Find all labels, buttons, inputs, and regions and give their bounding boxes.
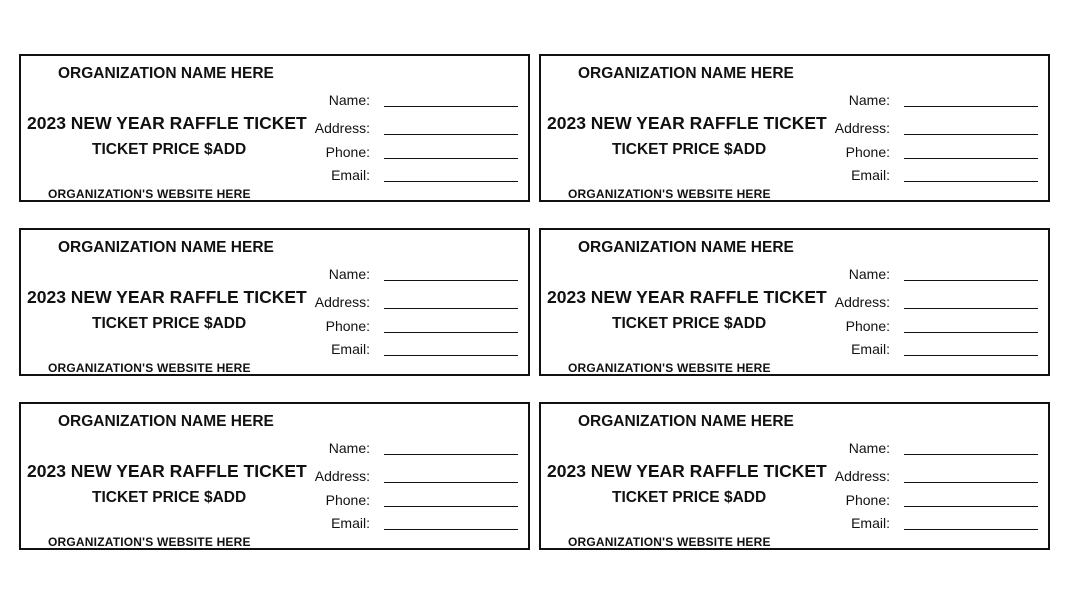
email-field[interactable] <box>904 529 1038 530</box>
email-label: Email: <box>331 515 370 531</box>
address-label: Address: <box>314 294 370 310</box>
phone-field[interactable] <box>384 332 518 333</box>
email-label: Email: <box>331 167 370 183</box>
organization-name: ORGANIZATION NAME HERE <box>58 413 274 430</box>
email-field[interactable] <box>904 181 1038 182</box>
address-label: Address: <box>314 468 370 484</box>
name-field[interactable] <box>384 454 518 455</box>
organization-website: ORGANIZATION'S WEBSITE HERE <box>48 187 251 201</box>
address-field[interactable] <box>904 482 1038 483</box>
ticket-title: 2023 NEW YEAR RAFFLE TICKET <box>547 461 827 481</box>
ticket-title: 2023 NEW YEAR RAFFLE TICKET <box>547 287 827 307</box>
organization-name: ORGANIZATION NAME HERE <box>578 413 794 430</box>
address-field[interactable] <box>384 482 518 483</box>
name-field[interactable] <box>904 280 1038 281</box>
email-label: Email: <box>851 167 890 183</box>
ticket-price: TICKET PRICE $ADD <box>612 315 767 332</box>
name-label: Name: <box>328 440 370 456</box>
ticket-title: 2023 NEW YEAR RAFFLE TICKET <box>27 287 307 307</box>
address-field[interactable] <box>384 308 518 309</box>
ticket-price: TICKET PRICE $ADD <box>92 141 247 158</box>
raffle-ticket <box>539 402 1050 550</box>
name-field[interactable] <box>904 454 1038 455</box>
ticket-price: TICKET PRICE $ADD <box>92 315 247 332</box>
name-field[interactable] <box>904 106 1038 107</box>
email-label: Email: <box>331 341 370 357</box>
phone-field[interactable] <box>384 506 518 507</box>
organization-website: ORGANIZATION'S WEBSITE HERE <box>568 361 771 375</box>
email-field[interactable] <box>384 529 518 530</box>
ticket-price: TICKET PRICE $ADD <box>92 489 247 506</box>
email-field[interactable] <box>384 355 518 356</box>
phone-label: Phone: <box>325 492 370 508</box>
name-label: Name: <box>328 92 370 108</box>
organization-website: ORGANIZATION'S WEBSITE HERE <box>568 187 771 201</box>
raffle-ticket <box>19 54 530 202</box>
name-label: Name: <box>848 266 890 282</box>
phone-field[interactable] <box>904 158 1038 159</box>
raffle-ticket <box>19 402 530 550</box>
address-label: Address: <box>834 120 890 136</box>
address-label: Address: <box>834 468 890 484</box>
address-label: Address: <box>314 120 370 136</box>
ticket-title: 2023 NEW YEAR RAFFLE TICKET <box>27 113 307 133</box>
phone-label: Phone: <box>325 318 370 334</box>
raffle-ticket <box>539 228 1050 376</box>
organization-name: ORGANIZATION NAME HERE <box>578 65 794 82</box>
organization-website: ORGANIZATION'S WEBSITE HERE <box>48 361 251 375</box>
name-label: Name: <box>328 266 370 282</box>
name-field[interactable] <box>384 106 518 107</box>
organization-website: ORGANIZATION'S WEBSITE HERE <box>48 535 251 549</box>
name-label: Name: <box>848 440 890 456</box>
email-label: Email: <box>851 515 890 531</box>
address-field[interactable] <box>904 308 1038 309</box>
ticket-price: TICKET PRICE $ADD <box>612 489 767 506</box>
organization-name: ORGANIZATION NAME HERE <box>58 65 274 82</box>
email-field[interactable] <box>384 181 518 182</box>
phone-field[interactable] <box>384 158 518 159</box>
phone-field[interactable] <box>904 332 1038 333</box>
phone-label: Phone: <box>845 318 890 334</box>
email-field[interactable] <box>904 355 1038 356</box>
ticket-price: TICKET PRICE $ADD <box>612 141 767 158</box>
raffle-ticket <box>19 228 530 376</box>
address-field[interactable] <box>904 134 1038 135</box>
email-label: Email: <box>851 341 890 357</box>
organization-name: ORGANIZATION NAME HERE <box>58 239 274 256</box>
ticket-title: 2023 NEW YEAR RAFFLE TICKET <box>27 461 307 481</box>
address-field[interactable] <box>384 134 518 135</box>
ticket-title: 2023 NEW YEAR RAFFLE TICKET <box>547 113 827 133</box>
organization-name: ORGANIZATION NAME HERE <box>578 239 794 256</box>
address-label: Address: <box>834 294 890 310</box>
raffle-ticket <box>539 54 1050 202</box>
phone-field[interactable] <box>904 506 1038 507</box>
phone-label: Phone: <box>845 144 890 160</box>
name-label: Name: <box>848 92 890 108</box>
phone-label: Phone: <box>325 144 370 160</box>
organization-website: ORGANIZATION'S WEBSITE HERE <box>568 535 771 549</box>
name-field[interactable] <box>384 280 518 281</box>
phone-label: Phone: <box>845 492 890 508</box>
